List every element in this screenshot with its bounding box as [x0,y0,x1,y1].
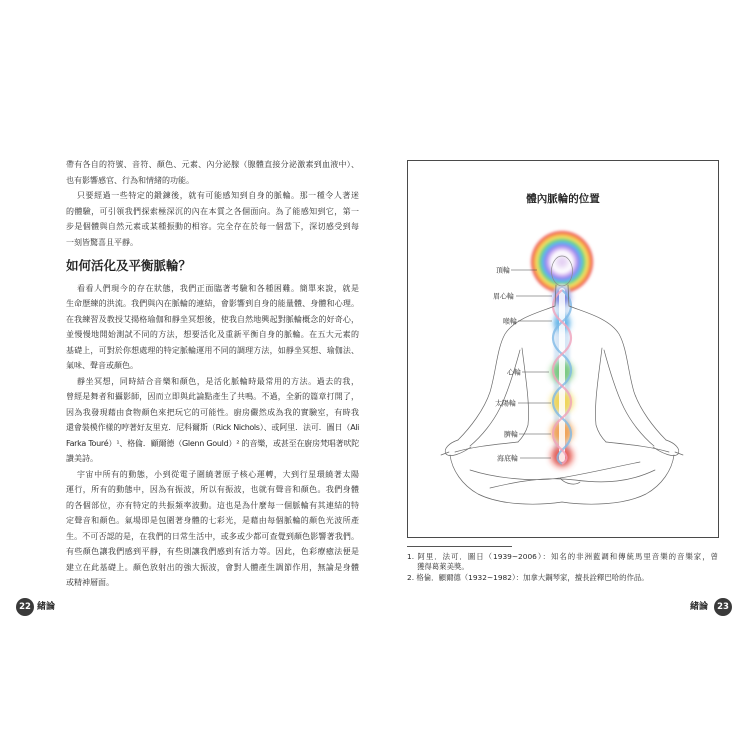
figure-left-hand [441,440,471,456]
body-text-line: Farka Touré）¹、格倫．顧爾德（Glenn Gould）² 的音樂，或甚至在廚房梵唱著吠陀 [66,439,359,448]
chakra-label-sacral: 臍輪 [504,430,518,439]
chakra-label-third-eye: 眉心輪 [493,292,514,301]
body-text-line: 帶有各自的符號、音符、顏色、元素、內分泌腺（腺體直接分泌激素到血液中）、 [66,160,359,169]
figure-right-arm [569,306,666,446]
footnote-line: 獲得葛萊美獎。 [417,562,469,571]
body-text-line: 宇宙中所有的動態，小到從電子圍繞著原子核心運轉，大到行星環繞著太陽 [77,470,359,479]
body-text-line: 的各個部位，亦有特定的共振頻率波動。這也是為什麼每一個脈輪有其連結的特 [66,501,359,510]
body-text-line: 還會裝模作樣的哼著好友里克．尼科爾斯（Rick Nichols）、或阿里．法可．圖日（Ali [66,423,359,432]
body-text-line: 氣味、聲音或顏色。 [66,361,138,370]
body-text-line: 讚美詩。 [66,454,98,463]
body-text-line: 生。不可否認的是，在我們的日常生活中，或多或少都可查覺到顏色影響著我們。 [66,532,359,541]
body-text-line: 有些顏色讓我們感到平靜，有些則讓我們感到有活力等。因此，色彩療癒法便是 [66,547,359,556]
section-heading: 如何活化及平衡脈輪？ [66,258,192,273]
body-text-line: 生命歷練的洪流。我們與內在脈輪的連結，會影響到自身的能量體、身體和心理。 [66,299,359,308]
body-text-line: 靜坐冥想，同時結合音樂和顏色，是活化脈輪時最常用的方法。過去的我， [77,377,359,386]
body-text-line: 基礎上，可對於你想處理的特定脈輪運用不同的調理方法，如靜坐冥想、瑜伽法、 [66,346,359,355]
body-text-line: 在我練習及教授艾揚格瑜伽和靜坐冥想後，使我自然地興起對脈輪概念的好奇心， [66,315,359,324]
body-text-line: 因為我發現藉由食物顏色來把玩它的可能性。廚房儼然成為我的實驗室，有時我 [66,408,359,417]
body-text-line: 只要經過一些特定的鍛鍊後，就有可能感知到自身的脈輪。那一種令人著迷 [77,191,359,200]
chakra-label-solar-plexus: 太陽輪 [495,399,516,408]
body-text-line: 也有影響感官、行為和情緒的功能。 [66,176,194,185]
chakra-glow-crown [556,256,568,268]
chakra-label-throat: 喉輪 [503,317,517,326]
body-text-line: 曾經是舞者和攝影師，因而立即與此論點產生了共鳴。不過，全新的篇章打開了， [66,392,359,401]
footnote-rule [407,546,512,547]
body-text-line: 建立在此基礎上。顏色放射出的強大振波，會對人體產生調節作用，無論是身體 [66,563,359,572]
chakra-label-crown: 頂輪 [496,266,510,275]
body-text-line: 一刻皆驚喜且平靜。 [66,238,138,247]
body-text-line: 步是個體與自然元素或某種振動的相容。完全存在於每一個當下，深切感受到每 [66,222,359,231]
footnote-line: 2. 格倫．顧爾德（1932~1982）：加拿大鋼琴家，擅長詮釋巴哈的作品。 [407,573,649,582]
chakra-figure [407,160,719,538]
body-text-line: 的體驗，可引領我們探索極深沉的內在本質之各個面向。為了能感知到它，第一 [66,207,359,216]
spine-core [559,288,565,462]
footnote-line: 1. 阿里．法可．圖日（1939~2006）：知名的非洲藍調和傳統馬里音樂的音樂家，曾 [407,552,718,561]
body-text-line: 看看人們現今的存在狀態，我們正面臨著考驗和各種困難。簡單來說，就是 [77,284,359,293]
running-head: 緒論 [37,602,56,612]
body-text-line: 並慢慢地開始測試不同的方法，想要活化及重新平衡自身的脈輪。在五大元素的 [66,330,359,339]
page-number-badge: 23 [714,598,732,616]
chakra-label-root: 海底輪 [497,454,518,463]
figure-right-hand [653,440,683,456]
body-text-line: 運行，所有的動態中，因為有振波，所以有振波，也就有聲音和顏色。我們身體 [66,485,359,494]
running-head: 緒論 [690,602,709,612]
figure-title: 體內脈輪的位置 [526,193,600,205]
page-number-badge: 22 [16,598,34,616]
body-text-line: 或精神層面。 [66,578,114,587]
chakra-label-heart: 心輪 [507,368,521,377]
body-text-line: 定聲音和顏色。氣場即是包圍著身體的七彩光，是藉由每個脈輪的顏色光波所產 [66,516,359,525]
